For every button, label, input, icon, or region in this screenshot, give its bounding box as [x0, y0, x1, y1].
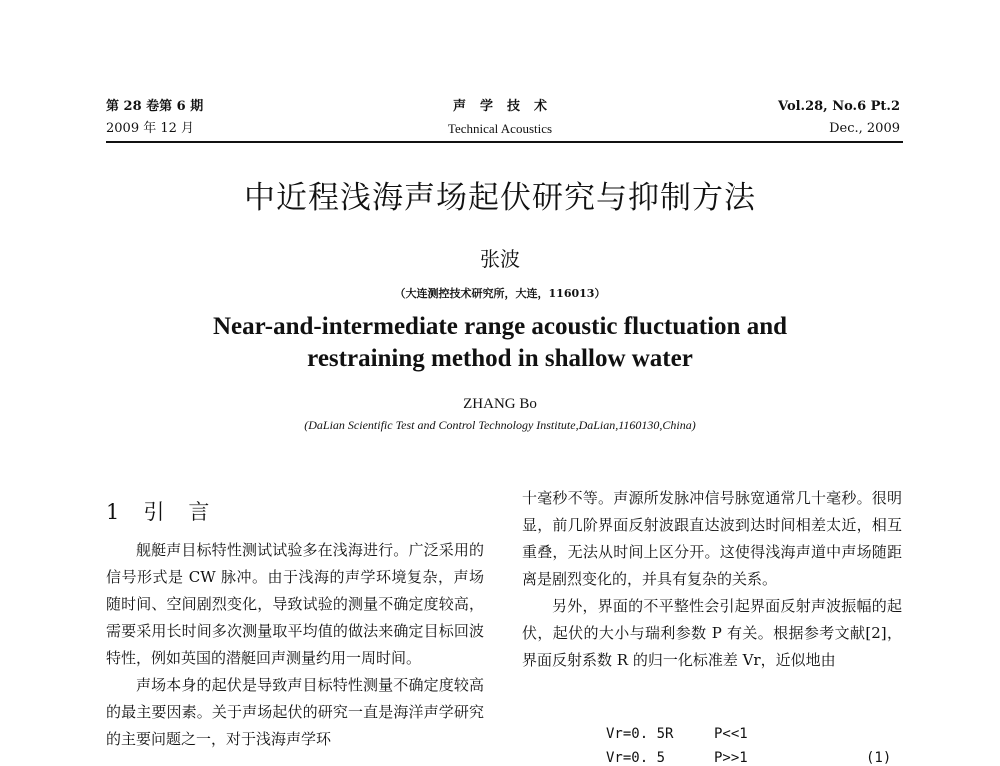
equation-row-1-lhs: Vr=0. 5R [606, 726, 674, 742]
author-en: ZHANG Bo [463, 396, 537, 412]
equation-row-1-condition: P<<1 [714, 726, 748, 742]
right-paragraph-2: 另外，界面的不平整性会引起界面反射声波振幅的起伏，起伏的大小与瑞利参数 P 有关。根据参考文献[2]，界面反射系数 R 的归一化标准差 Vr，近似地由 [522, 597, 902, 669]
left-paragraph-1: 舰艇声目标特性测试试验多在浅海进行。广泛采用的信号形式是 CW 脉冲。由于浅海的声学环境复杂，声场随时间、空间剧烈变化，导致试验的测量不确定度较高，需要采用长时间多次测量取平均值的做法来确定目标回波特性，例如英国的潜艇回声测量约用一周时间。 [106, 541, 484, 667]
paper-title-en-line2: restraining method in shallow water [307, 345, 693, 372]
journal-name-en: Technical Acoustics [447, 121, 553, 136]
journal-date-en: Dec., 2009 [829, 121, 900, 136]
section-title-a: 引 [143, 500, 169, 524]
journal-volume-en: Vol.28, No.6 Pt.2 [778, 99, 900, 114]
right-paragraph-1: 十毫秒不等。声源所发脉冲信号脉宽通常几十毫秒。很明显，前几阶界面反射波跟直达波到达时间相差太近，相互重叠，无法从时间上区分开。这使得浅海声道中声场随距离是剧烈变化的，并具有复杂的关系。 [522, 489, 902, 588]
affiliation-cn: （大连测控技术研究所，大连，116013） [394, 287, 606, 300]
left-paragraph-2: 声场本身的起伏是导致声目标特性测量不确定度较高的最主要因素。关于声场起伏的研究一直是海洋声学研究的主要问题之一，对于浅海声学环 [106, 676, 484, 748]
section-number: 1 [106, 500, 124, 524]
journal-date-cn: 2009 年 12 月 [106, 121, 195, 136]
paper-title-cn: 中近程浅海声场起伏研究与抑制方法 [244, 180, 756, 216]
equation-row-2-condition: P>>1 [714, 750, 748, 766]
journal-volume-cn: 第 28 卷第 6 期 [106, 99, 204, 114]
equation-number: (1) [866, 750, 892, 766]
author-cn: 张波 [480, 247, 520, 271]
paper-title-en-line1: Near-and-intermediate range acoustic fluctuation and [212, 313, 787, 340]
affiliation-en: (DaLian Scientific Test and Control Technology Institute,DaLian,1160130,China) [304, 418, 696, 432]
equation-row-2-lhs: Vr=0. 5 [606, 750, 666, 766]
section-title-b: 言 [188, 500, 214, 524]
journal-name-cn: 声学技术 [452, 99, 561, 114]
